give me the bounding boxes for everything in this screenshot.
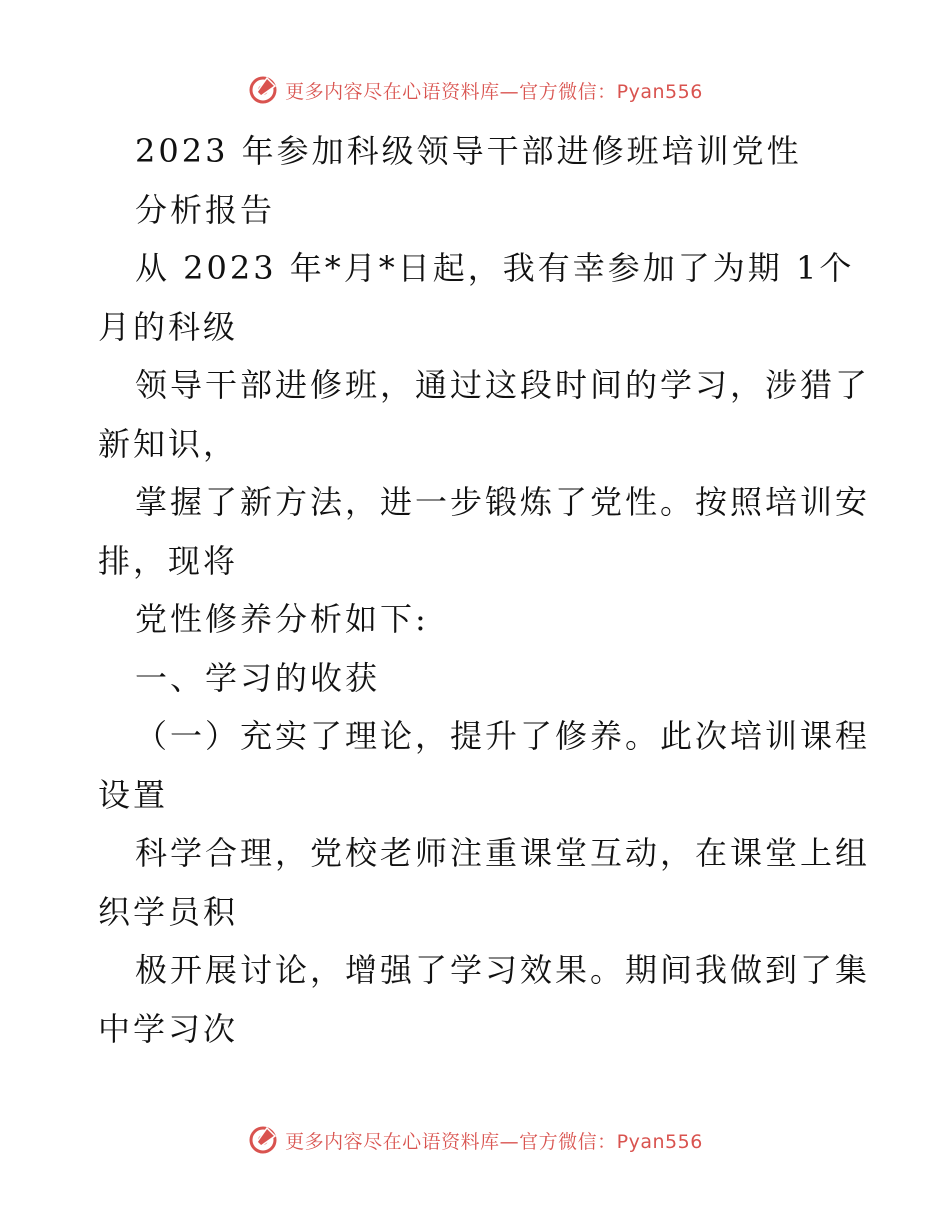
document-line: 中学习次 [98, 1009, 239, 1048]
document-line: 一、学习的收获 [135, 658, 381, 697]
document-line: 月的科级 [98, 307, 239, 346]
document-line: 织学员积 [98, 892, 239, 931]
document-line: 2023 年参加科级领导干部进修班培训党性 [135, 132, 802, 170]
document-line: 分析报告 [135, 190, 276, 229]
brand-logo-icon [247, 74, 279, 106]
header-banner-text: 更多内容尽在心语资料库—官方微信：Pyan556 [285, 80, 703, 103]
brand-logo-icon [247, 1124, 279, 1156]
document-line: 掌握了新方法，进一步锻炼了党性。按照培训安 [135, 483, 871, 521]
footer-banner-text: 更多内容尽在心语资料库—官方微信：Pyan556 [285, 1130, 703, 1153]
document-body [98, 122, 871, 1058]
document-line: 从 2023 年*月*日起，我有幸参加了为期 1个 [135, 249, 855, 287]
document-line: 领导干部进修班，通过这段时间的学习，涉猎了 [135, 366, 871, 404]
header-banner [0, 70, 950, 110]
document-line: 排，现将 [98, 541, 239, 580]
document-line: 科学合理，党校老师注重课堂互动，在课堂上组 [135, 834, 871, 872]
document-line: 新知识， [98, 424, 239, 463]
document-line: 设置 [98, 775, 169, 814]
document-line: （一）充实了理论，提升了修养。此次培训课程 [135, 717, 871, 755]
document-line: 党性修养分析如下: [135, 600, 429, 638]
footer-banner [0, 1120, 950, 1160]
document-line: 极开展讨论，增强了学习效果。期间我做到了集 [135, 951, 871, 989]
